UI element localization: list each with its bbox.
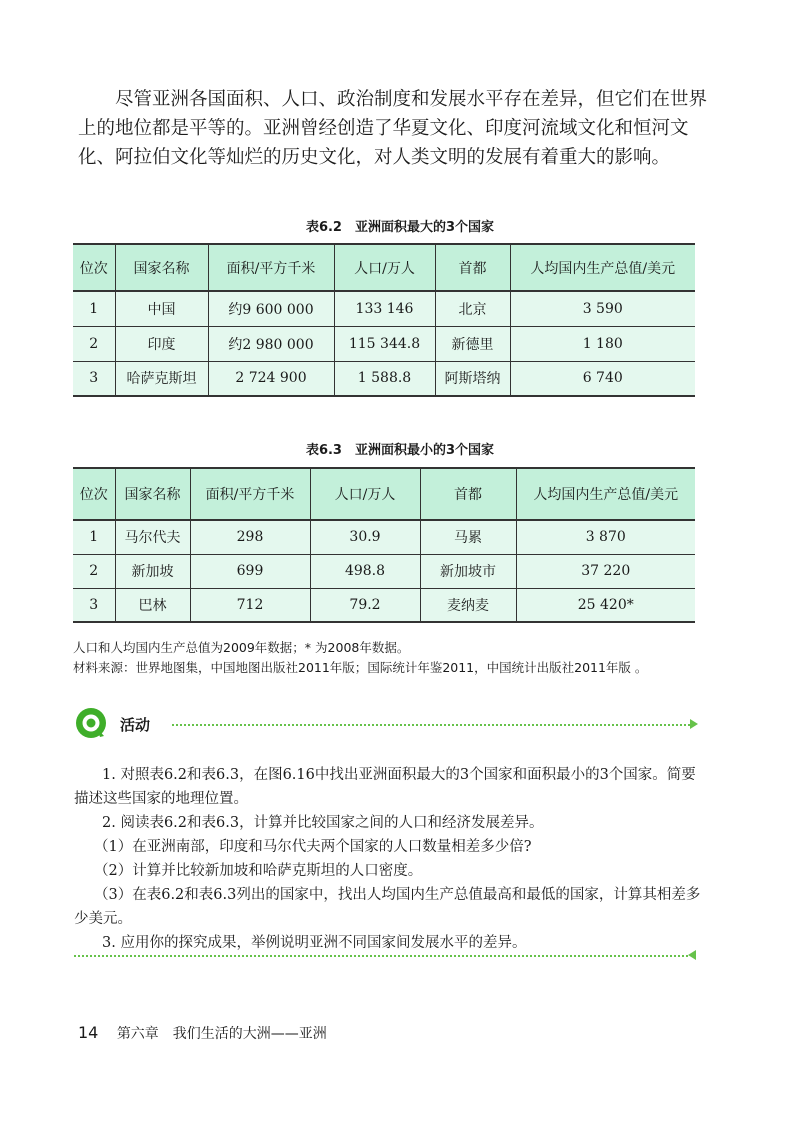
table-cell: 约9 600 000: [208, 291, 334, 326]
table-cell: 印度: [115, 326, 208, 361]
table-cell: 马尔代夫: [115, 520, 190, 554]
activity-item: （1）在亚洲南部，印度和马尔代夫两个国家的人口数量相差多少倍?: [94, 839, 532, 855]
table-cell: 3: [73, 588, 115, 622]
table-cell: 6 740: [510, 361, 695, 396]
activity-item: 2. 阅读表6.2和表6.3，计算并比较国家之间的人口和经济发展差异。: [102, 815, 544, 831]
table-cell: 37 220: [516, 554, 695, 588]
table1-header-row: [73, 244, 695, 291]
table-row: [73, 291, 695, 326]
table-cell: 1: [73, 291, 115, 326]
table-cell: 712: [190, 588, 310, 622]
table-row: [73, 554, 695, 588]
activity-item: （3）在表6.2和表6.3列出的国家中，找出人均国内生产总值最高和最低的国家，计算其相差多少美元。: [74, 887, 701, 927]
table-cell: 115 344.8: [334, 326, 435, 361]
table-cell: 25 420*: [516, 588, 695, 622]
table2-header: 位次: [73, 468, 115, 520]
table-cell: 79.2: [310, 588, 420, 622]
table1-header: 面积/平方千米: [208, 244, 334, 291]
table-cell: 1: [73, 520, 115, 554]
table-cell: 1 180: [510, 326, 695, 361]
table-cell: 新加坡: [115, 554, 190, 588]
table-cell: 1 588.8: [334, 361, 435, 396]
table-cell: 哈萨克斯坦: [115, 361, 208, 396]
activity-item: 3. 应用你的探究成果，举例说明亚洲不同国家间发展水平的差异。: [102, 935, 527, 951]
activity-title: 活动: [120, 716, 151, 734]
intro-text: 尽管亚洲各国面积、人口、政治制度和发展水平存在差异，但它们在世界上的地位都是平等的。亚洲曾经创造了华夏文化、印度河流域文化和恒河文化、阿拉伯文化等灿烂的历史文化，对人类文明的发展有着重大的影响。: [78, 89, 708, 168]
table-cell: 3: [73, 361, 115, 396]
table-cell: 北京: [435, 291, 510, 326]
table-cell: 新德里: [435, 326, 510, 361]
table-cell: 699: [190, 554, 310, 588]
activity-item: （2）计算并比较新加坡和哈萨克斯坦的人口密度。: [94, 863, 423, 879]
table-cell: 2: [73, 326, 115, 361]
table1-header: 人均国内生产总值/美元: [510, 244, 695, 291]
table-cell: 中国: [115, 291, 208, 326]
table2-caption: 表6.3 亚洲面积最小的3个国家: [305, 443, 495, 458]
table-cell: 2 724 900: [208, 361, 334, 396]
table1-caption: 表6.2 亚洲面积最大的3个国家: [305, 220, 495, 235]
table-largest-countries: [73, 243, 695, 397]
activity-bottom-divider: [74, 955, 688, 957]
page-number: 14: [78, 1023, 99, 1042]
table-row: [73, 520, 695, 554]
table-row: [73, 588, 695, 622]
table-cell: 麦纳麦: [420, 588, 516, 622]
note-data-year: 人口和人均国内生产总值为2009年数据；* 为2008年数据。: [73, 640, 410, 655]
table-cell: 巴林: [115, 588, 190, 622]
table-smallest-countries: [73, 467, 695, 623]
table-cell: 马累: [420, 520, 516, 554]
table-cell: 约2 980 000: [208, 326, 334, 361]
activity-body: [74, 763, 702, 955]
table-cell: 298: [190, 520, 310, 554]
table-row: [73, 361, 695, 396]
activity-item: 1. 对照表6.2和表6.3，在图6.16中找出亚洲面积最大的3个国家和面积最小的3个国家。简要描述这些国家的地理位置。: [74, 767, 696, 807]
table-cell: 阿斯塔纳: [435, 361, 510, 396]
chapter-title: 第六章 我们生活的大洲——亚洲: [116, 1026, 327, 1042]
arrow-right-icon: [690, 719, 698, 729]
table-cell: 3 590: [510, 291, 695, 326]
table-cell: 30.9: [310, 520, 420, 554]
table-cell: 133 146: [334, 291, 435, 326]
table-cell: 3 870: [516, 520, 695, 554]
table2-header-row: [73, 468, 695, 520]
table-cell: 2: [73, 554, 115, 588]
table2-header: 首都: [420, 468, 516, 520]
table2-header: 人口/万人: [310, 468, 420, 520]
activity-top-divider: [172, 724, 690, 726]
table1-header: 首都: [435, 244, 510, 291]
page-footer: [78, 1023, 327, 1043]
arrow-left-icon: [688, 950, 696, 960]
table-row: [73, 326, 695, 361]
table2-header: 人均国内生产总值/美元: [516, 468, 695, 520]
table2-header: 国家名称: [115, 468, 190, 520]
table-cell: 498.8: [310, 554, 420, 588]
table1-header: 人口/万人: [334, 244, 435, 291]
note-source: 材料来源：世界地图集，中国地图出版社2011年版；国际统计年鉴2011，中国统计出版社2011年版 。: [73, 660, 648, 675]
table1-header: 位次: [73, 244, 115, 291]
intro-paragraph: [78, 85, 718, 172]
activity-header: [74, 706, 704, 742]
table2-header: 面积/平方千米: [190, 468, 310, 520]
activity-icon: [74, 706, 108, 740]
table-notes: [73, 638, 647, 678]
table1-header: 国家名称: [115, 244, 208, 291]
table-cell: 新加坡市: [420, 554, 516, 588]
